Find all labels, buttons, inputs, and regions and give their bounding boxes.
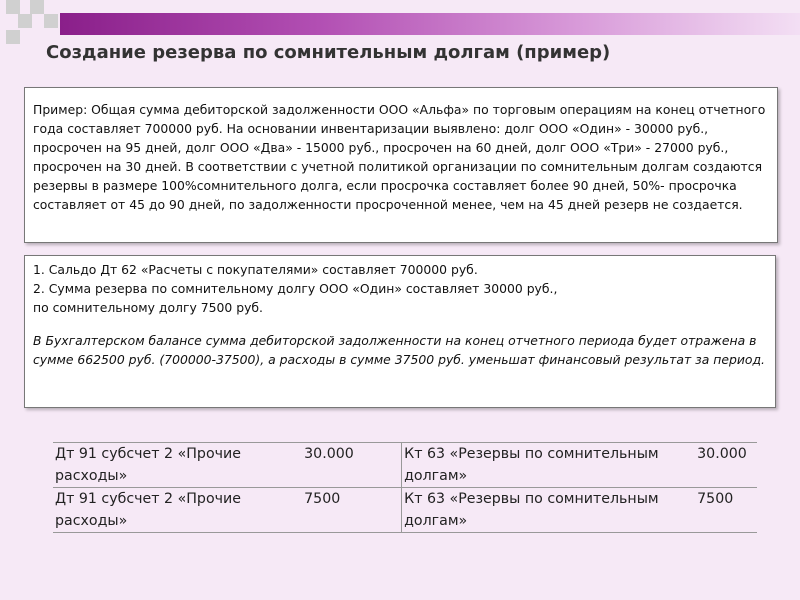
- table-row: [53, 443, 757, 488]
- page-title: Создание резерва по сомнительным долгам (пример): [46, 42, 611, 63]
- solution-conclusion: В Бухгалтерском балансе сумма дебиторской задолженности на конец отчетного периода будет отражена в сумме 662500 руб. (700000-37500), а расходы в сумме 37500 руб. уменьшат финансовый результат за период.: [33, 333, 765, 367]
- amount-cell: 7500: [695, 488, 757, 533]
- credit-cell: Кт 63 «Резервы по сомнительным долгам»: [402, 488, 696, 533]
- header-gradient-band: [60, 13, 800, 35]
- solution-line-2: 2. Сумма резерва по сомнительному долгу ООО «Один» составляет 30000 руб.,: [33, 281, 558, 296]
- amount-cell: 7500: [302, 488, 401, 533]
- solution-line-1: 1. Сальдо Дт 62 «Расчеты с покупателями» составляет 700000 руб.: [33, 262, 478, 277]
- debit-cell: Дт 91 субсчет 2 «Прочие расходы»: [53, 443, 302, 488]
- example-text: Пример: Общая сумма дебиторской задолженности ООО «Альфа» по торговым операциям на конец отчетного года составляет 700000 руб. На основании инвентаризации выявлено: долг ООО «Один» - 30000 руб., просрочен на 95 дней, долг ООО «Два» - 15000 руб., просрочен на 60 дней, долг ООО «Три» - 27000 руб., просрочен на 30 дней. В соответствии с учетной политикой организации по сомнительным долгам создаются резервы в размере 100%сомнительного долга, если просрочка составляет более 90 дней, 50%- просрочка составляет от 45 до 90 дней, по задолженности просроченной менее, чем на 45 дней резерв не создается.: [33, 102, 766, 212]
- debit-cell: Дт 91 субсчет 2 «Прочие расходы»: [53, 488, 302, 533]
- solution-line-3: по сомнительному долгу 7500 руб.: [33, 300, 263, 315]
- amount-cell: 30.000: [695, 443, 757, 488]
- postings-table: [53, 442, 757, 533]
- table-row: [53, 488, 757, 533]
- amount-cell: 30.000: [302, 443, 401, 488]
- solution-box: [24, 255, 776, 408]
- credit-cell: Кт 63 «Резервы по сомнительным долгам»: [402, 443, 696, 488]
- example-box: [24, 87, 778, 243]
